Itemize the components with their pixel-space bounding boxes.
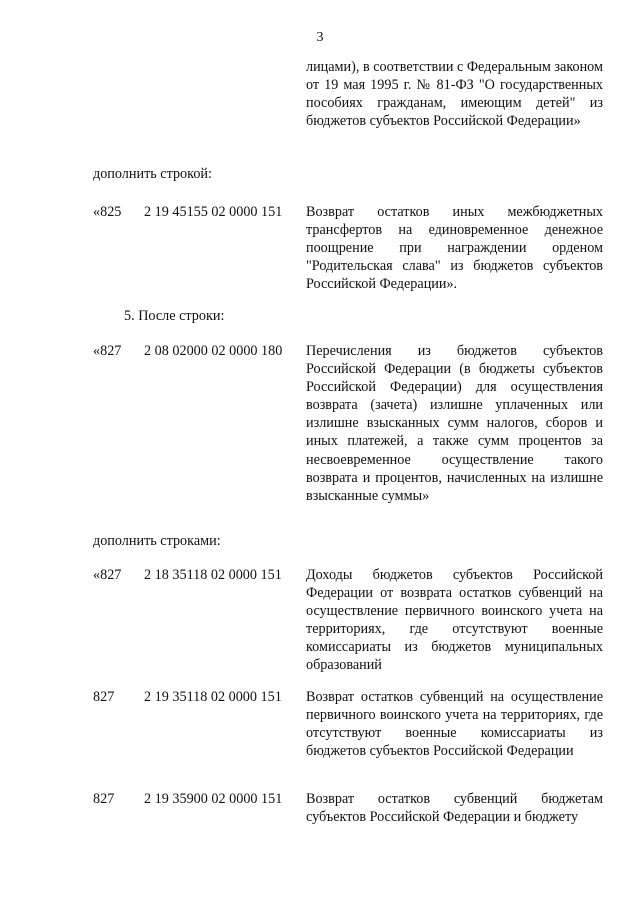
- row-5-description: Возврат остатков субвенций бюджетам субъектов Российской Федерации и бюджету: [306, 791, 603, 826]
- page-number: 3: [316, 30, 324, 45]
- row-1-budget-code: 2 19 45155 02 0000 151: [144, 204, 283, 220]
- row-4-budget-code: 2 19 35118 02 0000 151: [144, 689, 282, 705]
- row-2-description: Перечисления из бюджетов субъектов Российской Федерации (в бюджеты субъектов Российской Федерации) для осуществления возврата (зачета) излишне уплаченных или излишне взысканных сумм налогов, сборов и иных платежей, а также сумм процентов за несвоевременное осуществление такого возврата и процентов, начисленных на излишне взысканные суммы»: [306, 343, 603, 504]
- row-5-admin-code: 827: [93, 791, 115, 807]
- row-3-budget-code: 2 18 35118 02 0000 151: [144, 567, 282, 583]
- continuation-description: лицами), в соответствии с Федеральным законом от 19 мая 1995 г. № 81-ФЗ "О государственных пособиях гражданам, имеющим детей" из бюджетов субъектов Российской Федерации»: [306, 59, 603, 130]
- row-3-description: Доходы бюджетов субъектов Российской Федерации от возврата остатков субвенций на осуществление первичного воинского учета на территориях, где отсутствуют военные комиссариаты из бюджетов муниципальных образований: [306, 567, 603, 674]
- row-3-admin-code: «827: [93, 567, 122, 583]
- row-1-admin-code: «825: [93, 204, 122, 220]
- instruction-add-row: дополнить строкой:: [93, 166, 212, 182]
- row-2-admin-code: «827: [93, 343, 122, 359]
- row-4-description: Возврат остатков субвенций на осуществление первичного воинского учета на территориях, где отсутствуют военные комиссариаты из бюджетов субъектов Российской Федерации: [306, 689, 603, 760]
- row-1-description: Возврат остатков иных межбюджетных трансфертов на единовременное денежное поощрение при награждении орденом "Родительская слава" из бюджетов субъектов Российской Федерации».: [306, 204, 603, 293]
- row-2-budget-code: 2 08 02000 02 0000 180: [144, 343, 283, 359]
- row-4-admin-code: 827: [93, 689, 115, 705]
- instruction-after-row: 5. После строки:: [124, 308, 225, 324]
- instruction-add-rows: дополнить строками:: [93, 533, 221, 549]
- row-5-budget-code: 2 19 35900 02 0000 151: [144, 791, 283, 807]
